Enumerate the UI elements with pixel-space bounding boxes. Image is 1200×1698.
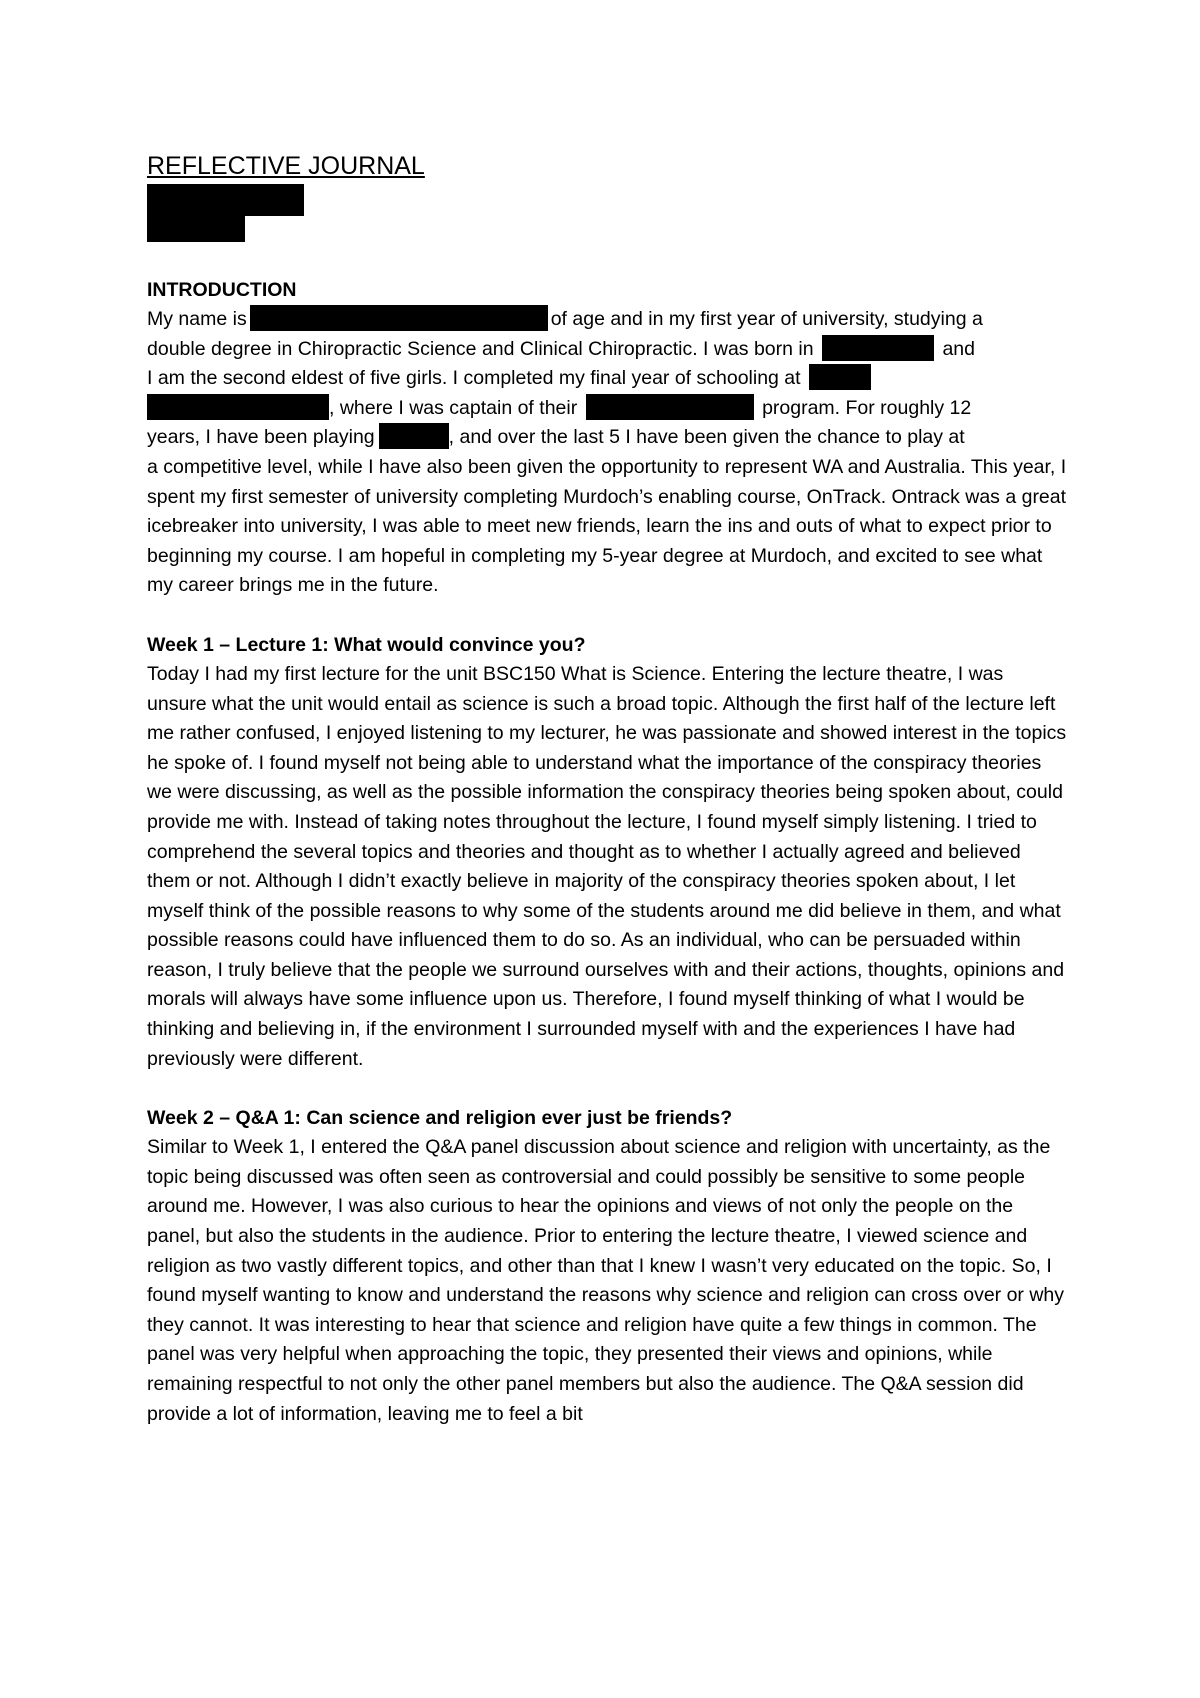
- week1-heading: Week 1 – Lecture 1: What would convince you?: [147, 633, 586, 656]
- introduction-paragraph: [147, 305, 1067, 601]
- redaction-bar: [147, 394, 329, 420]
- intro-text: years, I have been playing: [147, 426, 375, 449]
- intro-text: of age and in my first year of university, studying a: [550, 308, 983, 330]
- redaction-bar: [586, 394, 754, 420]
- intro-line: [147, 397, 971, 419]
- author-redaction-block: [147, 184, 1067, 244]
- week1-section: [147, 630, 1067, 1074]
- redaction-bar: [147, 184, 304, 216]
- intro-text: a competitive level, while I have also been given the opportunity to represent WA and Australia. This year, I spent my first semester of university completing Murdoch’s enabling course, OnTrack. Ontrack was a great icebreaker into university, I was able to meet new friends, learn the ins and outs of what to expect prior to beginning my course. I am hopeful in completing my 5-year degree at Murdoch, and excited to see what my career brings me in the future.: [147, 455, 1067, 597]
- intro-text: My name is: [147, 308, 247, 330]
- intro-text: I am the second eldest of five girls. I completed my final year of schooling at: [147, 367, 801, 390]
- week2-paragraph: Similar to Week 1, I entered the Q&A panel discussion about science and religion with uncertainty, as the topic being discussed was often seen as controversial and could possibly be sensitive to some people around me. However, I was also curious to hear the opinions and views of not only the people on the panel, but also the students in the audience. Prior to entering the lecture theatre, I viewed science and religion as two vastly different topics, and other than that I knew I wasn’t very educated on the topic. So, I found myself wanting to know and understand the reasons why science and religion can cross over or why they cannot. It was interesting to hear that science and religion have quite a few things in common. The panel was very helpful when approaching the topic, they presented their views and opinions, while remaining respectful to not only the other panel members but also the audience. The Q&A session did provide a lot of information, leaving me to feel a bit: [147, 1136, 1065, 1425]
- introduction-heading: INTRODUCTION: [147, 279, 297, 301]
- intro-line: [147, 367, 871, 389]
- intro-line: [147, 426, 965, 448]
- intro-text: program. For roughly 12: [762, 396, 972, 419]
- intro-text: double degree in Chiropractic Science and Clinical Chiropractic. I was born in: [147, 337, 814, 360]
- week2-heading: Week 2 – Q&A 1: Can science and religion ever just be friends?: [147, 1107, 733, 1130]
- intro-text: , where I was captain of their: [329, 396, 578, 419]
- redaction-bar: [822, 335, 934, 361]
- week2-section: [147, 1103, 1067, 1429]
- intro-line: [147, 308, 983, 330]
- intro-text: , and over the last 5 I have been given the chance to play at: [448, 426, 965, 449]
- redaction-bar: [379, 423, 449, 449]
- intro-line: [147, 338, 975, 360]
- redaction-bar: [809, 364, 871, 390]
- week1-paragraph: Today I had my first lecture for the unit BSC150 What is Science. Entering the lecture theatre, I was unsure what the unit would entail as science is such a broad topic. Although the first half of the lecture left me rather confused, I enjoyed listening to my lecturer, he was passionate and showed interest in the topics he spoke of. I found myself not being able to understand what the importance of the conspiracy theories we were discussing, as well as the possible information the conspiracy theories being spoken about, could provide me with. Instead of taking notes throughout the lecture, I found myself simply listening. I tried to comprehend the several topics and theories and thought as to whether I actually agreed and believed them or not. Although I didn’t exactly believe in majority of the conspiracy theories spoken about, I let myself think of the possible reasons to why some of the students around me did believe in them, and what possible reasons could have influenced them to do so. As an individual, who can be persuaded within reason, I truly believe that the people we surround ourselves with and their actions, thoughts, opinions and morals will always have some influence upon us. Therefore, I found myself thinking of what I would be thinking and believing in, if the environment I surrounded myself with and the experiences I have had previously were different.: [147, 662, 1067, 1070]
- document-title: REFLECTIVE JOURNAL: [147, 152, 425, 180]
- document-page: [147, 150, 1067, 1429]
- redaction-bar: [250, 305, 548, 331]
- intro-text: and: [942, 337, 975, 360]
- redaction-bar: [147, 214, 245, 242]
- introduction-section: [147, 275, 1067, 601]
